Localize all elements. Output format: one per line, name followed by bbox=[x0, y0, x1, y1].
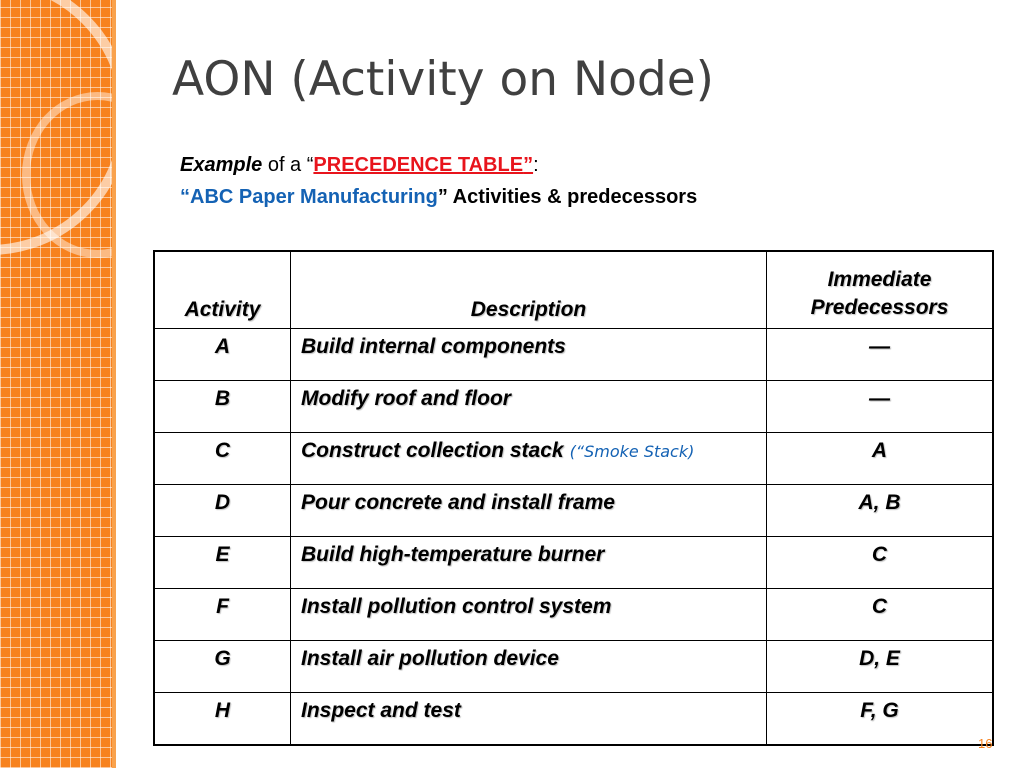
subtitle-example: Example bbox=[180, 154, 263, 176]
page-number: 16 bbox=[978, 736, 993, 751]
subtitle-colon: : bbox=[533, 154, 539, 176]
precedence-table bbox=[153, 250, 994, 746]
subtitle-of-a: of a “ bbox=[262, 154, 314, 176]
cell-activity: D bbox=[154, 485, 291, 537]
cell-description: Build internal components bbox=[291, 329, 767, 381]
cell-predecessors: — bbox=[767, 381, 994, 433]
table-row bbox=[154, 589, 993, 641]
subtitle-precedence-table: PRECEDENCE TABLE bbox=[313, 154, 524, 176]
table-row bbox=[154, 433, 993, 485]
header-predecessors bbox=[767, 251, 994, 329]
subtitle-line-2 bbox=[180, 181, 697, 213]
cell-activity: A bbox=[154, 329, 291, 381]
header-description: Description bbox=[291, 251, 767, 329]
slide-title: AON (Activity on Node) bbox=[172, 52, 714, 107]
decorative-side-band bbox=[0, 0, 112, 768]
subtitle-close-quote: ” bbox=[523, 154, 534, 176]
cell-activity: E bbox=[154, 537, 291, 589]
cell-description: Build high-temperature burner bbox=[291, 537, 767, 589]
cell-activity: C bbox=[154, 433, 291, 485]
cell-predecessors: D, E bbox=[767, 641, 994, 693]
table-row bbox=[154, 641, 993, 693]
side-band-edge bbox=[112, 0, 116, 768]
table-row bbox=[154, 485, 993, 537]
cell-predecessors: C bbox=[767, 589, 994, 641]
subtitle-company-name: ABC Paper Manufacturing bbox=[190, 186, 438, 208]
cell-activity: B bbox=[154, 381, 291, 433]
cell-description: Install air pollution device bbox=[291, 641, 767, 693]
cell-description-text: Construct collection stack bbox=[301, 439, 564, 462]
table-row bbox=[154, 537, 993, 589]
table-row bbox=[154, 381, 993, 433]
cell-activity: F bbox=[154, 589, 291, 641]
table-row bbox=[154, 329, 993, 381]
cell-description: Modify roof and floor bbox=[291, 381, 767, 433]
header-activity: Activity bbox=[154, 251, 291, 329]
header-predecessors-line-1: Immediate bbox=[827, 268, 932, 291]
table-header-row bbox=[154, 251, 993, 329]
table-row bbox=[154, 693, 993, 746]
smoke-stack-note: (“Smoke Stack) bbox=[569, 442, 695, 461]
subtitle-activities: ” Activities & predecessors bbox=[437, 186, 698, 208]
header-predecessors-line-2: Predecessors bbox=[810, 296, 949, 319]
cell-description: Pour concrete and install frame bbox=[291, 485, 767, 537]
subtitle-open-quote: “ bbox=[180, 186, 190, 208]
cell-activity: G bbox=[154, 641, 291, 693]
cell-description: Inspect and test bbox=[291, 693, 767, 746]
cell-description bbox=[291, 433, 767, 485]
cell-predecessors: A bbox=[767, 433, 994, 485]
slide-subtitle bbox=[180, 149, 697, 213]
cell-predecessors: C bbox=[767, 537, 994, 589]
subtitle-line-1 bbox=[180, 149, 697, 181]
cell-description: Install pollution control system bbox=[291, 589, 767, 641]
cell-predecessors: F, G bbox=[767, 693, 994, 746]
cell-predecessors: — bbox=[767, 329, 994, 381]
cell-activity: H bbox=[154, 693, 291, 746]
cell-predecessors: A, B bbox=[767, 485, 994, 537]
